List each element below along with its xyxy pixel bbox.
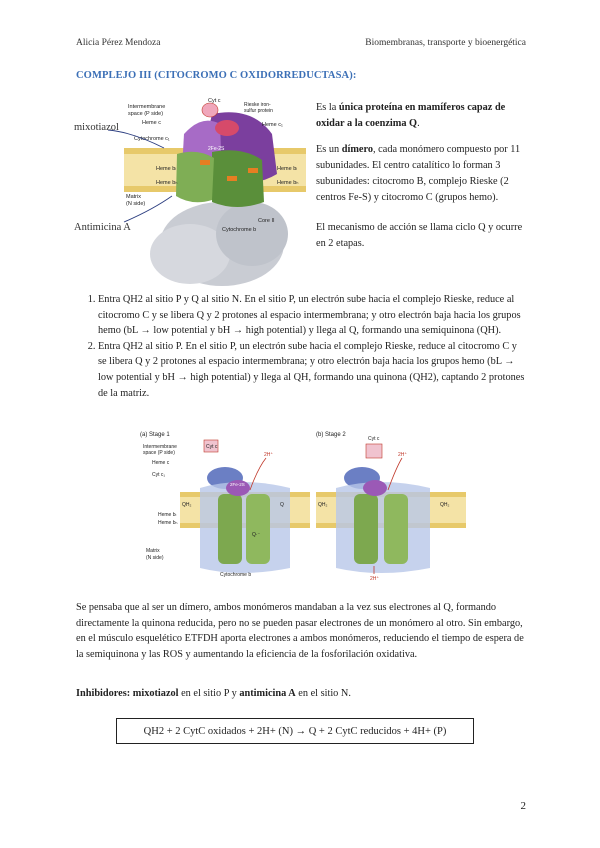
fig1-space-label: space (P side) [128,111,164,117]
fig1-hemebl-label: Heme bₗ [156,166,177,172]
fig2-qh2-label: QH₂ [182,502,192,508]
fig1-rieske1-label: Rieske iron- [244,102,271,108]
fig1-fes-label: 2Fe-2S [208,146,225,152]
stage1-cytb [218,494,242,564]
fig2-hplus-3: 2H⁺ [370,576,380,582]
fig2-stage2-qh2-right-label: QH₂ [440,502,450,508]
fig1-hemebh-label: Heme bₕ [156,180,178,186]
intro-paragraph-2: Es un dímero, cada monómero compuesto por 11 subunidades. El centro catalítico lo forman 3 subunidades: citocromo B, complejo Rieske (2 centros Fe-S) y citocromo C (grupos hemo). [316,144,521,203]
fig2-intermembrane-label: Intermembrane [143,444,177,450]
section-title: COMPLEJO III (CITOCROMO C OXIDORREDUCTASA): [76,70,357,81]
fig2-stage2-qh2-label: QH₂ [318,502,328,508]
intro-paragraph-3: El mecanismo de acción se llama ciclo Q y ocurre en 2 etapas. [316,222,523,249]
fig1-hemebh-right-label: Heme bₕ [277,180,299,186]
fig2-hemebh-label: Heme bₕ [158,520,178,526]
inhibitors-line: Inhibidores: mixotiazol en el sitio P y antimicina A en el sitio N. [76,688,351,699]
step-1: 1. Entra QH2 al sitio P y Q al sitio N. En el sitio P, un electrón sube hacia el complejo Rieske, reduce al citocromo C y se libera Q y 2 protones al espacio intermembrana; y otro electrón baja hacia los grupos hemo (bL → low potential y bH → high potential) y llega al Q, formando una semiquinona (QH). [98,292,528,339]
header-author: Alicia Pérez Mendoza [76,38,161,48]
stage2-cytb [354,494,378,564]
fig2-hplus-1: 2H⁺ [264,452,274,458]
dimer-paragraph: Se pensaba que al ser un dímero, ambos monómeros mandaban a la vez sus electrones al Q, formando directamente la quinona reducida, pero no se pueden pasar electrones de un monómero al otro. Sin embargo, en el músculo esquelético ETFDH aporta electrones a ambos monómeros, reduciendo el tiempo de espera de la semiquinona y las ROS y aumentando la eficiencia de la fosforilación oxidativa. [76,602,524,660]
fig1-coreii-label: Core II [258,218,275,224]
fig2-stage1-label: (a) Stage 1 [140,432,170,438]
fig2-hplus-2: 2H⁺ [398,452,408,458]
fig2-fes-label: 2Fe-2S [230,482,245,487]
intro-paragraph-1: Es la única proteína en mamíferos capaz de oxidar a la coenzima Q. [316,102,506,129]
fig2-hemebl-label: Heme bₗ [158,512,177,518]
fig2-q-label: Q [280,502,284,508]
figure-q-cycle [140,428,470,584]
fig1-cytc-label: Cyt c [208,98,221,104]
fig2-stage2-cytc-label: Cyt c [368,436,380,442]
fig2-matrix-label: Matrix [146,548,160,554]
steps-list [76,292,528,401]
fig1-rieske2-label: sulfur protein [244,108,273,114]
fig2-cytb-label: Cytochrome b [220,572,252,578]
fig1-intermembrane-label: Intermembrane [128,104,166,110]
q-cycle-diagram [140,428,470,584]
fig2-cytc1-label: Cyt c₁ [152,472,166,478]
fig2-stage2-label: (b) Stage 2 [316,432,346,438]
fig1-cytb-label: Cytochrome b [222,227,257,233]
fig2-nside-label: (N side) [146,555,164,561]
fig2-cytc-label: Cyt c [206,444,218,450]
fig1-nside-label: (N side) [126,201,146,207]
fig2-qdot-label: Q·⁻ [252,532,261,538]
fig1-hemebl-right-label: Heme bₗ [277,166,298,172]
fig2-hemec-label: Heme c [152,460,170,466]
fig1-matrix-label: Matrix [126,194,141,200]
fig1-heme-label: Heme c [142,120,161,126]
equation-text: QH2 + 2 CytC oxidados + 2H+ (N) → Q + 2 CytC reducidos + 4H+ (P) [143,725,447,737]
page-number: 2 [520,800,526,812]
label-mixotiazol: mixotiazol [74,122,119,133]
figure-complex-iii-structure [72,94,306,294]
step-2: 2. Entra QH2 al sitio P. En el sitio P, un electrón sube hacia el complejo Rieske, reduce al citocromo C y se libera Q y 2 protones al espacio intermembrana; y otro electrón baja hacia los grupos hemo (bL → low potential y bH → high potential) y llega al QH, formando una quinona (QH2), captando 2 protones de la matriz. [98,339,528,401]
cytochrome-c1 [215,120,239,136]
fig1-hemec1-label: Heme c₁ [262,122,283,128]
fig1-cytc1-label: Cytochrome c₁ [134,136,170,142]
fig2-space-label: space (P side) [143,450,175,456]
label-antimicina: Antimicina A [74,222,131,233]
header-course: Biomembranas, transporte y bioenergética [365,38,526,48]
equation-box [116,718,474,744]
cytochrome-b [212,150,264,207]
